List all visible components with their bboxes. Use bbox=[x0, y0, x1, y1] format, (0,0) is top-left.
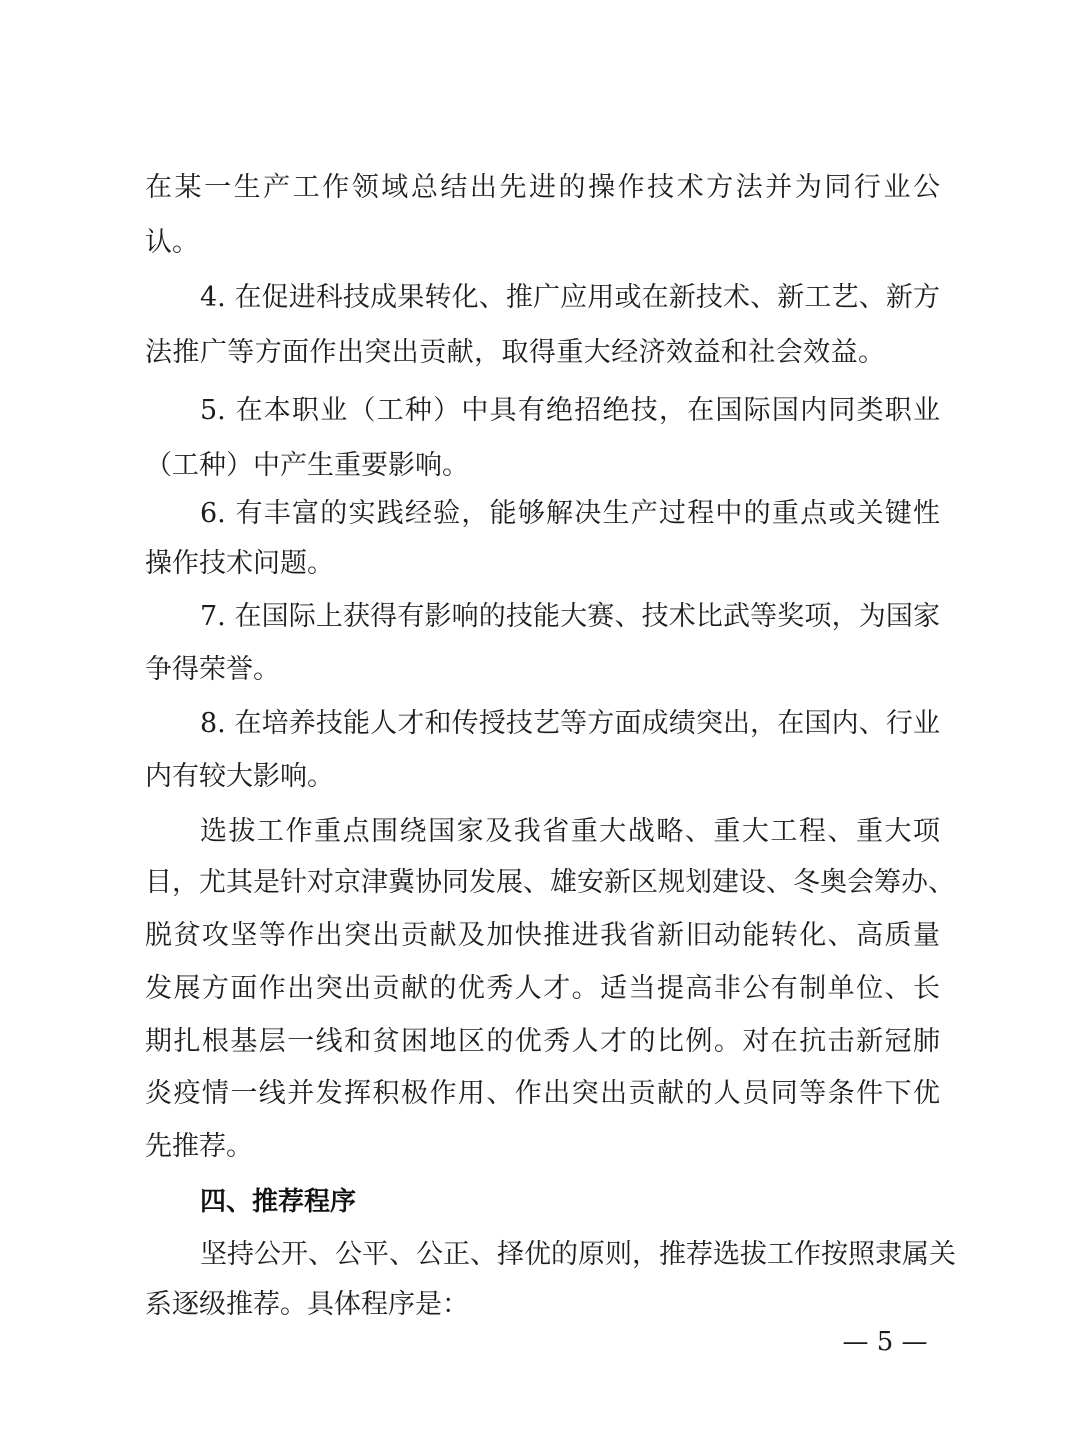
section-heading: 四、推荐程序 bbox=[200, 1187, 357, 1217]
text-line-3: 4. 在促进科技成果转化、推广应用或在新技术、新工艺、新方 bbox=[200, 282, 940, 313]
text-line-9: 7. 在国际上获得有影响的技能大赛、技术比武等奖项，为国家 bbox=[200, 601, 940, 632]
text-line-17: 期扎根基层一线和贫困地区的优秀人才的比例。对在抗击新冠肺 bbox=[145, 1026, 940, 1057]
text-line-5: 5. 在本职业（工种）中具有绝招绝技，在国际国内同类职业 bbox=[200, 395, 940, 426]
text-line-2: 认。 bbox=[145, 227, 199, 258]
text-line-12: 内有较大影响。 bbox=[145, 761, 334, 792]
text-line-13: 选拔工作重点围绕国家及我省重大战略、重大工程、重大项 bbox=[200, 816, 940, 847]
text-line-10: 争得荣誉。 bbox=[145, 654, 280, 685]
text-line-4: 法推广等方面作出突出贡献，取得重大经济效益和社会效益。 bbox=[145, 337, 885, 368]
text-line-1: 在某一生产工作领域总结出先进的操作技术方法并为同行业公 bbox=[145, 172, 940, 203]
page-number: — 5 — bbox=[842, 1327, 928, 1357]
text-line-18: 炎疫情一线并发挥积极作用、作出突出贡献的人员同等条件下优 bbox=[145, 1078, 940, 1109]
text-line-8: 操作技术问题。 bbox=[145, 548, 334, 579]
text-line-22: 系逐级推荐。具体程序是： bbox=[145, 1289, 469, 1320]
text-line-14: 目，尤其是针对京津冀协同发展、雄安新区规划建设、冬奥会筹办、 bbox=[145, 867, 955, 898]
text-line-19: 先推荐。 bbox=[145, 1131, 253, 1162]
text-line-16: 发展方面作出突出贡献的优秀人才。适当提高非公有制单位、长 bbox=[145, 973, 940, 1004]
text-line-6: （工种）中产生重要影响。 bbox=[145, 450, 469, 481]
text-line-11: 8. 在培养技能人才和传授技艺等方面成绩突出，在国内、行业 bbox=[200, 708, 940, 739]
text-line-7: 6. 有丰富的实践经验，能够解决生产过程中的重点或关键性 bbox=[200, 498, 940, 529]
text-line-15: 脱贫攻坚等作出突出贡献及加快推进我省新旧动能转化、高质量 bbox=[145, 920, 940, 951]
text-line-21: 坚持公开、公平、公正、择优的原则，推荐选拔工作按照隶属关 bbox=[200, 1239, 956, 1270]
